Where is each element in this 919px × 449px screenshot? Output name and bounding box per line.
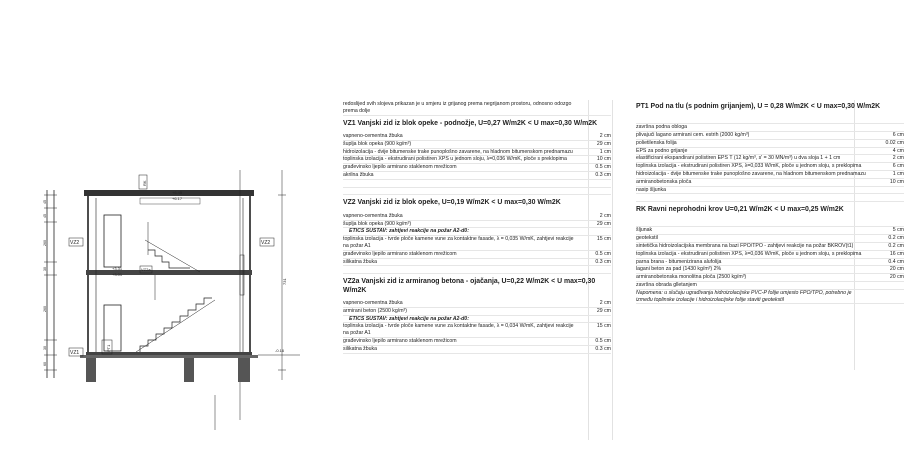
table-row: armiranobetonska monolitna ploča (2500 kg/m³) 20 cm [636,274,904,281]
table-row: građevinsko ljepilo armirano staklenom mrežicom 0.5 cm [343,164,611,171]
etics-subheading: ETICS SUSTAV: zahtjevi reakcije na požar A2-d0: [343,228,611,236]
table-row: toplinska izolacija - tvrde ploče kamene vune za kontaktne fasade, λ = 0,034 W/mK, zahtjevi reakcije na požar A1 15 cm [343,323,611,337]
vz1-rows [343,133,611,180]
spacer-row [343,266,611,274]
table-row: vapneno-cementna žbuka 2 cm [343,299,611,306]
vz2-title: VZ2 Vanjski zid iz blok opeke, U=0,19 W/m2K < U max=0,30 W/m2K [343,199,561,207]
dim-total: 731 [282,278,287,285]
table-row: hidroizolacija - dvije bitumenske trake punoplošno zavarene, na hladnom bitumenskom prednamazu 1 cm [636,170,904,177]
vz2a-rows [343,300,611,354]
table-row: toplinska izolacija - ekstrudirani polistiren XPS, λ=0,036 W/mK, ploče u jednom sloju, s preklopima 16 cm [636,250,904,257]
table-row: nasip šljunka [636,187,904,195]
spacer-row [636,194,904,202]
table-row: parna brana - bitumenizirana alufolija 0.4 cm [636,258,904,265]
vz2-rows [343,213,611,267]
dim-4: 30 [43,267,47,271]
table-row: polietilenska folija 0.02 cm [636,139,904,146]
dim-5: 260 [43,306,47,312]
table-row: vapneno-cementna žbuka 2 cm [343,133,611,139]
spacer-row [343,188,611,196]
pt1-rows [636,124,904,194]
table-row: toplinska izolacija - ekstrudirani polistiren XPS u jednom sloju, λ=0,036 W/mK, ploče s preklopima 10 cm [343,156,611,163]
table-row: geotekstil 0.2 cm [636,235,904,242]
label-vz2-right: VZ2 [261,240,271,246]
table-row: šuplja blok opeka (900 kg/m³) 29 cm [343,220,611,227]
rk-note: Napomena: u slučaju ugrađivanja hidroizolacijske PVC-P folije umjesto FPO/TPO, potrebno je između toplinske izolacije i hidroizolacijske folije staviti geotekstil [636,290,904,305]
table-row: građevinsko ljepilo armirano staklenom mrežicom 0.5 cm [343,337,611,344]
label-pt1: PT1 [106,344,111,352]
elev-3-01: +3.01 [112,272,123,277]
table-row: šuplja blok opeka (900 kg/m³) 29 cm [343,140,611,147]
rk-rows [636,227,904,304]
table-row: EPS za podno grijanje 4 cm [636,147,904,154]
table-row: završna obrada glletanjem [636,282,904,290]
vz2a-title: VZ2a Vanjski zid iz armiranog betona - ojačanja, U=0,22 W/m2K < U max=0,30 W/m2K [343,278,596,294]
label-rk: RK [142,180,147,186]
table-row: plivajući lagano armirani cem. estrih (2000 kg/m³) 6 cm [636,132,904,138]
label-vz1: VZ1 [70,350,80,356]
table-row: hidroizolacija - dvije bitumenske trake punoplošno zavarene, na hladnom bitumenskom prednamazu 1 cm [343,148,611,155]
table-row: šljunak 5 cm [636,227,904,234]
table-row: toplinska izolacija - tvrde ploče kamene vune za kontaktne fasade, λ = 0,035 W/mK, zahtjevi reakcije na požar A1 15 cm [343,236,611,249]
spacer-row [636,220,904,228]
table-row: toplinska izolacija - ekstrudirani polistiren XPS, λ=0,033 W/mK, ploče u jednom sloju, s preklopima 6 cm [636,163,904,170]
table-row: silikatna žbuka 0.3 cm [343,258,611,265]
dim-3: 260 [43,240,47,246]
table-row: građevinsko ljepilo armirano staklenom mrežicom 0.5 cm [343,250,611,257]
table-row: elastificirani ekspandirani polistiren EPS T (12 kg/m³, s' = 30 MN/m³) u dva sloja 1 + 1 cm 2 cm [636,155,904,162]
elev-6-17: +6.17 [172,196,183,201]
label-vz2-left: VZ2 [70,240,80,246]
dim-6: 30 [43,346,47,350]
composition-table-left [343,101,611,354]
dim-7: 60 [43,362,47,366]
etics-subheading: ETICS SUSTAV: zahtjevi reakcije na požar A2-d0: [343,316,611,324]
elev-3-31: +3.31 [112,266,123,271]
table-row: vapneno-cementna žbuka 2 cm [343,212,611,219]
composition-table-right [636,99,904,304]
elev-6-45: +6.45 [172,190,183,195]
pt1-title: PT1 Pod na tlu (s podnim grijanjem), U = 0,28 W/m2K < U max=0,30 W/m2K [636,103,881,110]
table-row: armiranobetonska ploča 10 cm [636,178,904,185]
vz1-title: VZ1 Vanjski zid iz blok opeke - podnožje, U=0,27 W/m2K < U max=0,30 W/m2K [343,119,598,127]
spacer-row [343,180,611,188]
table-row: lagani beton za pad (1430 kg/m³) 2% 20 cm [636,266,904,273]
dim-1: 45 [43,200,47,204]
label-vz2a: VZ2a [141,267,151,272]
rk-title: RK Ravni neprohodni krov U=0,21 W/m2K < U max=0,25 W/m2K [636,206,844,214]
elev-minus-0-16: -0.16 [275,348,285,353]
section-drawing [0,0,340,449]
dim-2: 45 [43,214,47,218]
spacer-row [636,116,904,124]
table-row: silikatna žbuka 0.3 cm [343,345,611,352]
table-row: sintetička hidroizolacijska membrana na bazi FPO/TPO - zahtjevi reakcije na požar BKROV(t1) 0.2 cm [636,242,904,249]
table-row: akrilna žbuka 0.3 cm [343,171,611,178]
intro-note: redoslijed svih slojeva prikazan je u smjeru iz grijanog prema negrijanom prostoru, odnosno odozgo prema dolje [343,101,611,116]
table-row: završna podna obloga [636,124,904,132]
table-row: armirani beton (2500 kg/m³) 29 cm [343,307,611,314]
